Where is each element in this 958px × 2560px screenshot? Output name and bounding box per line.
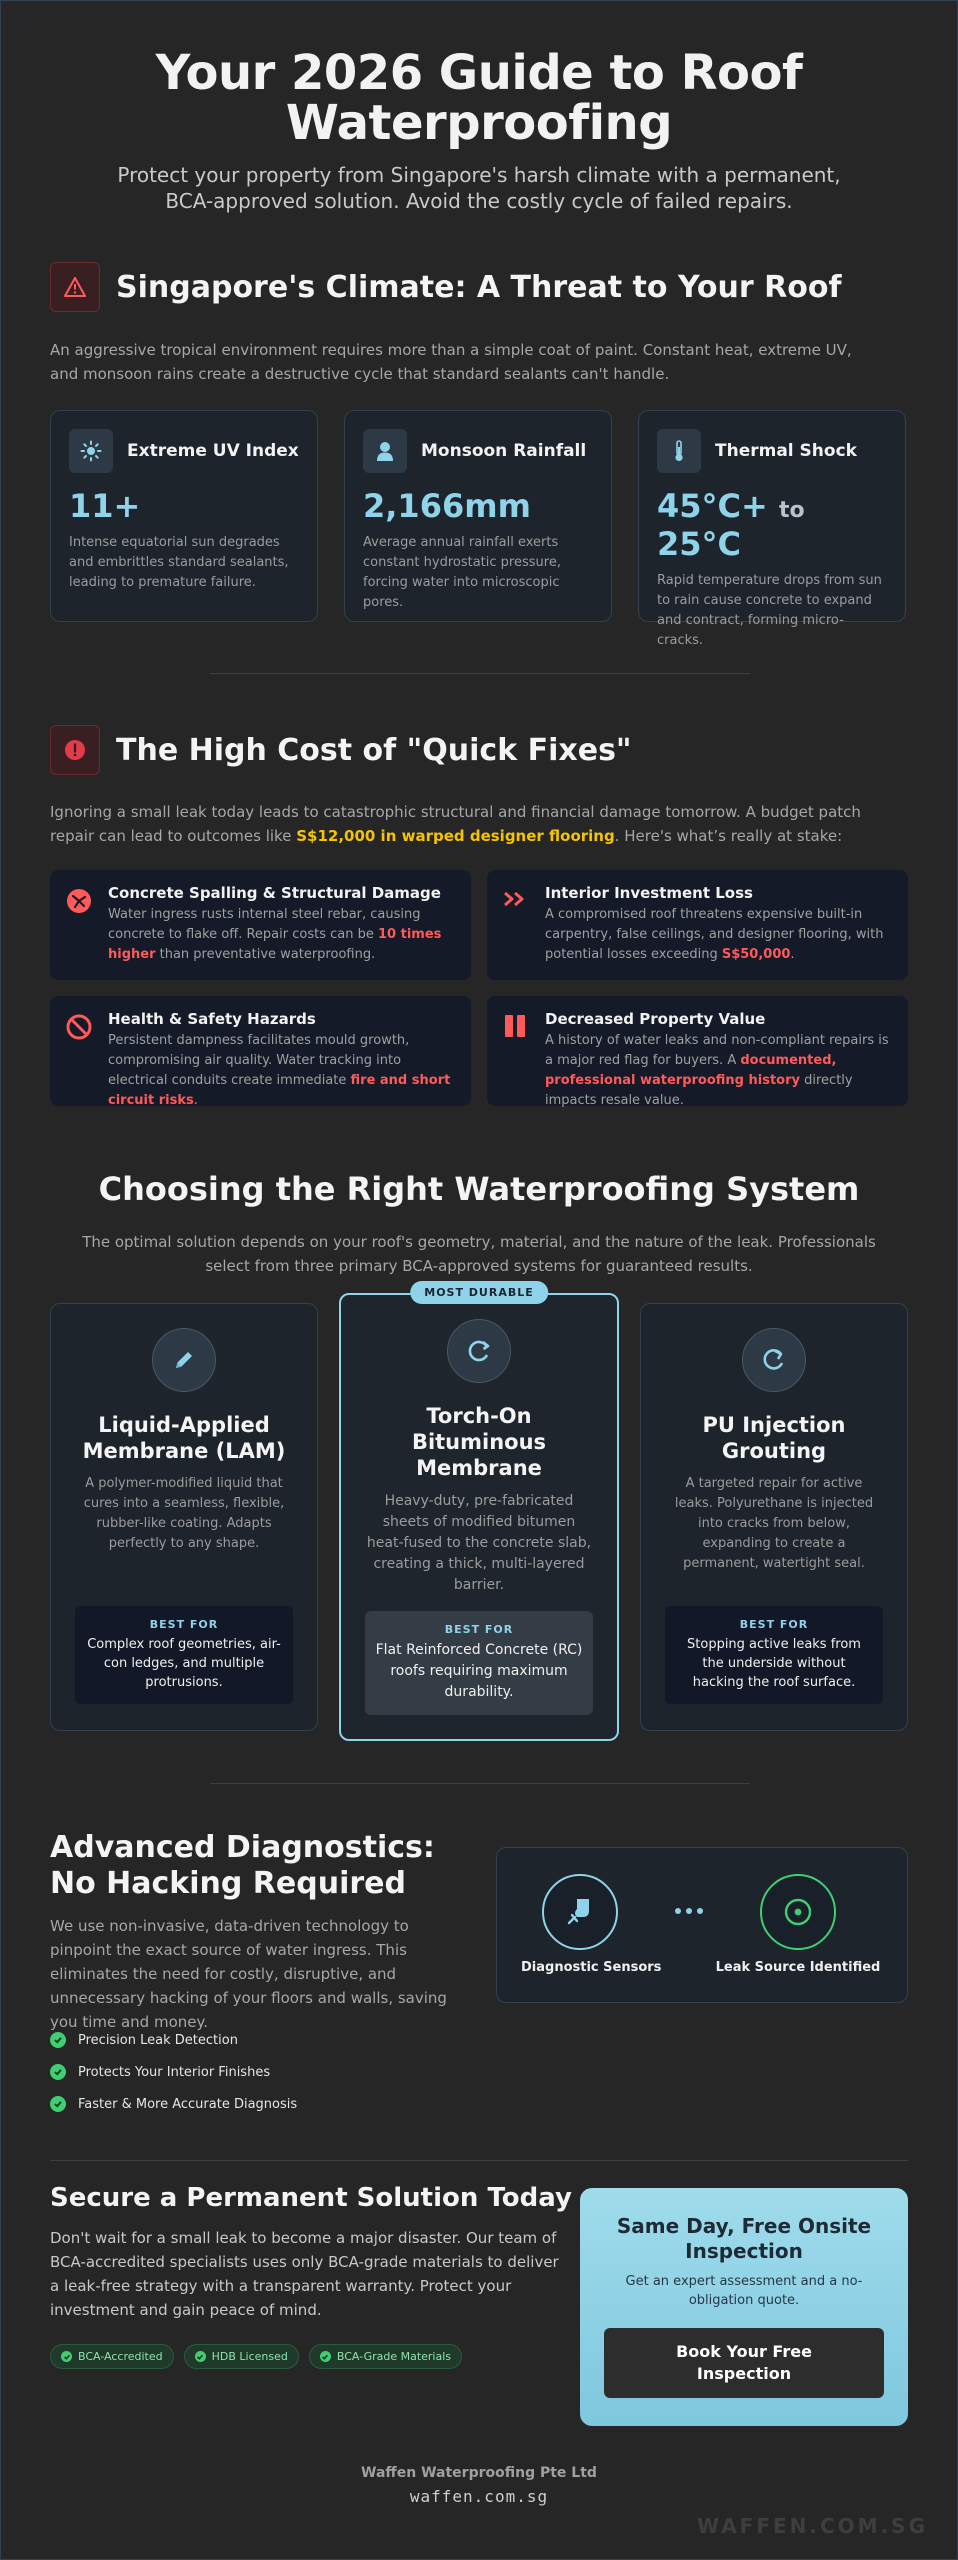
- cta-description: Don't wait for a small leak to become a major disaster. Our team of BCA-accredited specialists uses only BCA-grade materials to deliver a leak-free strategy with a transparent warranty. Protect your investment and gain peace of mind.: [50, 2229, 559, 2319]
- offer-title: Same Day, Free Onsite Inspection: [616, 2214, 872, 2263]
- cost-card-text: A history of water leaks and non-compliant repairs is a major red flag for buyers. A: [545, 1033, 889, 1068]
- target-icon: [760, 1874, 836, 1950]
- climate-card-desc: Intense equatorial sun degrades and embrittles standard sealants, leading to premature failure.: [69, 535, 289, 590]
- leak-source-label: Leak Source Identified: [715, 1960, 881, 1975]
- systems-intro: The optimal solution depends on your roof's geometry, material, and the nature of the leak. Professionals select from three primary BCA-approved systems for guaranteed results.: [82, 1233, 876, 1275]
- cost-card-text-end: .: [193, 1093, 198, 1108]
- rotate-arrow-icon: [742, 1328, 806, 1392]
- thermometer-icon: [657, 429, 701, 473]
- diagnostics-intro: We use non-invasive, data-driven technology to pinpoint the exact source of water ingress. This eliminates the need for costly, disruptive, and unnecessary hacking of your floors and walls, saving you time and money.: [50, 1917, 447, 2031]
- system-best-for: [365, 1611, 593, 1715]
- diagnostics-heading: Advanced Diagnostics: No Hacking Required: [50, 1830, 435, 1901]
- cost-card-title: Decreased Property Value: [545, 1010, 766, 1028]
- best-for-label: BEST FOR: [444, 1623, 514, 1636]
- cost-card-title: Concrete Spalling & Structural Damage: [108, 884, 441, 902]
- system-name: Torch-On Bituminous Membrane: [411, 1404, 547, 1480]
- check-label: Faster & More Accurate Diagnosis: [78, 2096, 298, 2112]
- section-divider: [50, 2160, 908, 2161]
- climate-heading: Singapore's Climate: A Threat to Your Roof: [116, 269, 842, 305]
- check-icon: [195, 2351, 206, 2362]
- cost-card-text: A compromised roof threatens expensive built-in carpentry, false ceilings, and designer flooring, with potential losses exceeding: [545, 907, 884, 962]
- accreditation-pill: [309, 2344, 462, 2369]
- sensor-node: [521, 1874, 662, 1975]
- climate-card-title: Thermal Shock: [715, 441, 857, 461]
- offer-subtitle: Get an expert assessment and a no-obligation quote.: [625, 2274, 863, 2308]
- inspection-offer-box: [580, 2188, 908, 2426]
- prohibited-icon: [66, 1010, 94, 1092]
- most-durable-badge: MOST DURABLE: [410, 1281, 548, 1304]
- check-icon: [50, 2032, 66, 2048]
- book-inspection-button[interactable]: Book Your Free Inspection: [604, 2328, 884, 2398]
- cost-intro-highlight: S$12,000 in warped designer flooring: [296, 827, 615, 845]
- hero: [50, 45, 908, 214]
- cta-heading: Secure a Permanent Solution Today: [50, 2183, 572, 2213]
- check-label: Protects Your Interior Finishes: [78, 2064, 271, 2080]
- alert-circle-icon: [50, 725, 100, 775]
- climate-intro: An aggressive tropical environment requires more than a simple coat of paint. Constant heat, extreme UV, and monsoon rains create a destructive cycle that standard sealants can't handle.: [50, 341, 852, 383]
- climate-cards: [50, 410, 908, 648]
- climate-card-title: Extreme UV Index: [127, 441, 299, 461]
- section-divider: [210, 1783, 750, 1784]
- system-card-torch-on: [339, 1286, 619, 1741]
- page-title: Your 2026 Guide to Roof Waterproofing: [155, 45, 803, 151]
- best-for-label: BEST FOR: [739, 1618, 809, 1631]
- system-best-for: [665, 1606, 883, 1704]
- cost-card-title: Interior Investment Loss: [545, 884, 753, 902]
- cost-card-highlight: fire and short circuit risks: [108, 1073, 451, 1108]
- system-best-for: [75, 1606, 293, 1704]
- climate-card-title: Monsoon Rainfall: [421, 441, 587, 461]
- climate-card-desc: Rapid temperature drops from sun to rain cause concrete to expand and contract, forming micro-cracks.: [657, 573, 882, 648]
- system-card-pu-injection: [640, 1303, 908, 1731]
- climate-card-value: [657, 487, 887, 563]
- rain-drop-icon: [363, 429, 407, 473]
- pill-label: BCA-Accredited: [78, 2350, 163, 2363]
- cost-card-title: Health & Safety Hazards: [108, 1010, 316, 1028]
- cost-card-desc: [545, 1031, 892, 1111]
- system-name: Liquid-Applied Membrane (LAM): [82, 1413, 286, 1463]
- cost-card-text-end: than preventative waterproofing.: [155, 947, 376, 962]
- climate-card-value: 11+: [69, 487, 141, 525]
- best-for-label: BEST FOR: [149, 1618, 219, 1631]
- cost-card-desc: [108, 1031, 455, 1111]
- company-name: Waffen Waterproofing Pte Ltd: [361, 2465, 597, 2481]
- check-item: [50, 2024, 297, 2056]
- sun-uv-icon: [69, 429, 113, 473]
- check-icon: [50, 2096, 66, 2112]
- cost-card-interior: [487, 870, 908, 980]
- best-for-text: Flat Reinforced Concrete (RC) roofs requiring maximum durability.: [375, 1642, 583, 1700]
- check-icon: [50, 2064, 66, 2080]
- pause-bars-icon: [503, 1010, 531, 1092]
- climate-heading-row: [50, 262, 842, 312]
- cost-card-spalling: [50, 870, 471, 980]
- climate-card-thermal: [638, 410, 906, 648]
- system-desc: Heavy-duty, pre-fabricated sheets of modified bitumen heat-fused to the concrete slab, creating a thick, multi-layered barrier.: [366, 1493, 592, 1593]
- climate-card-desc: Average annual rainfall exerts constant hydrostatic pressure, forcing water into microscopic pores.: [363, 535, 561, 610]
- cost-card-text-end: .: [790, 947, 795, 962]
- check-label: Precision Leak Detection: [78, 2032, 238, 2048]
- cost-card-text: Persistent dampness facilitates mould growth, compromising air quality. Water tracking into electrical conduits create immediate: [108, 1033, 410, 1088]
- temp-high: 45°C+: [657, 487, 768, 525]
- system-desc: A polymer-modified liquid that cures into a seamless, flexible, rubber-like coating. Adapts perfectly to any shape.: [83, 1476, 285, 1551]
- best-for-text: Complex roof geometries, air-con ledges, and multiple protrusions.: [87, 1637, 281, 1690]
- broken-structure-icon: [66, 884, 94, 966]
- refresh-cycle-icon: [447, 1319, 511, 1383]
- cost-card-health: [50, 996, 471, 1106]
- temp-low: 25°C: [657, 525, 742, 563]
- cost-card-text: Water ingress rusts internal steel rebar, causing concrete to flake off. Repair costs can be: [108, 907, 421, 942]
- cost-heading-row: [50, 725, 632, 775]
- diagnostics-checklist: [50, 2024, 297, 2120]
- cost-intro-text-end: . Here's what’s really at stake:: [614, 827, 843, 845]
- climate-card-uv: [50, 410, 318, 622]
- system-card-lam: [50, 1303, 318, 1731]
- system-name: PU Injection Grouting: [702, 1413, 846, 1463]
- climate-card-value: 2,166mm: [363, 487, 531, 525]
- connector-dots: [675, 1908, 703, 1914]
- cost-card-highlight: documented, professional waterproofing history: [545, 1053, 837, 1088]
- best-for-text: Stopping active leaks from the underside without hacking the roof surface.: [687, 1637, 861, 1690]
- systems-heading: Choosing the Right Waterproofing System: [98, 1170, 860, 1208]
- leak-source-node: [703, 1874, 893, 1975]
- footer: [50, 2465, 908, 2506]
- sensor-probe-icon: [542, 1874, 618, 1950]
- cost-intro-text: Ignoring a small leak today leads to catastrophic structural and financial damage tomorrow. A budget patch repair can lead to outcomes like: [50, 803, 861, 845]
- sensor-label: Diagnostic Sensors: [521, 1960, 662, 1975]
- section-divider: [210, 673, 750, 674]
- cost-card-highlight: S$50,000: [721, 947, 791, 962]
- accreditation-pills: [50, 2344, 462, 2369]
- cost-cards: [50, 870, 908, 1106]
- watermark: WAFFEN.COM.SG: [697, 2514, 928, 2538]
- system-desc: A targeted repair for active leaks. Polyurethane is injected into cracks from below, expanding to create a permanent, watertight seal.: [674, 1476, 874, 1571]
- pill-label: HDB Licensed: [211, 2350, 288, 2363]
- cost-card-highlight: 10 times higher: [108, 927, 442, 962]
- cost-card-value: [487, 996, 908, 1106]
- check-item: [50, 2056, 297, 2088]
- climate-card-rainfall: [344, 410, 612, 622]
- cost-card-text-end: directly impacts resale value.: [545, 1073, 853, 1108]
- warning-triangle-icon: [50, 262, 100, 312]
- pill-label: BCA-Grade Materials: [336, 2350, 452, 2363]
- cost-card-desc: [545, 905, 892, 965]
- accreditation-pill: [184, 2344, 299, 2369]
- accreditation-pill: [50, 2344, 174, 2369]
- page-subtitle: Protect your property from Singapore's harsh climate with a permanent, BCA-approved solution. Avoid the costly cycle of failed repairs.: [117, 163, 841, 213]
- cost-intro: [50, 800, 870, 848]
- double-chevron-icon: [503, 884, 531, 966]
- website-link[interactable]: waffen.com.sg: [409, 2487, 549, 2506]
- check-icon: [61, 2351, 72, 2362]
- diagnostics-flow-panel: [496, 1847, 908, 2003]
- check-icon: [320, 2351, 331, 2362]
- cost-card-desc: [108, 905, 455, 965]
- cost-heading: The High Cost of "Quick Fixes": [116, 732, 632, 768]
- temp-to: to: [778, 498, 805, 523]
- check-item: [50, 2088, 297, 2120]
- pencil-icon: [152, 1328, 216, 1392]
